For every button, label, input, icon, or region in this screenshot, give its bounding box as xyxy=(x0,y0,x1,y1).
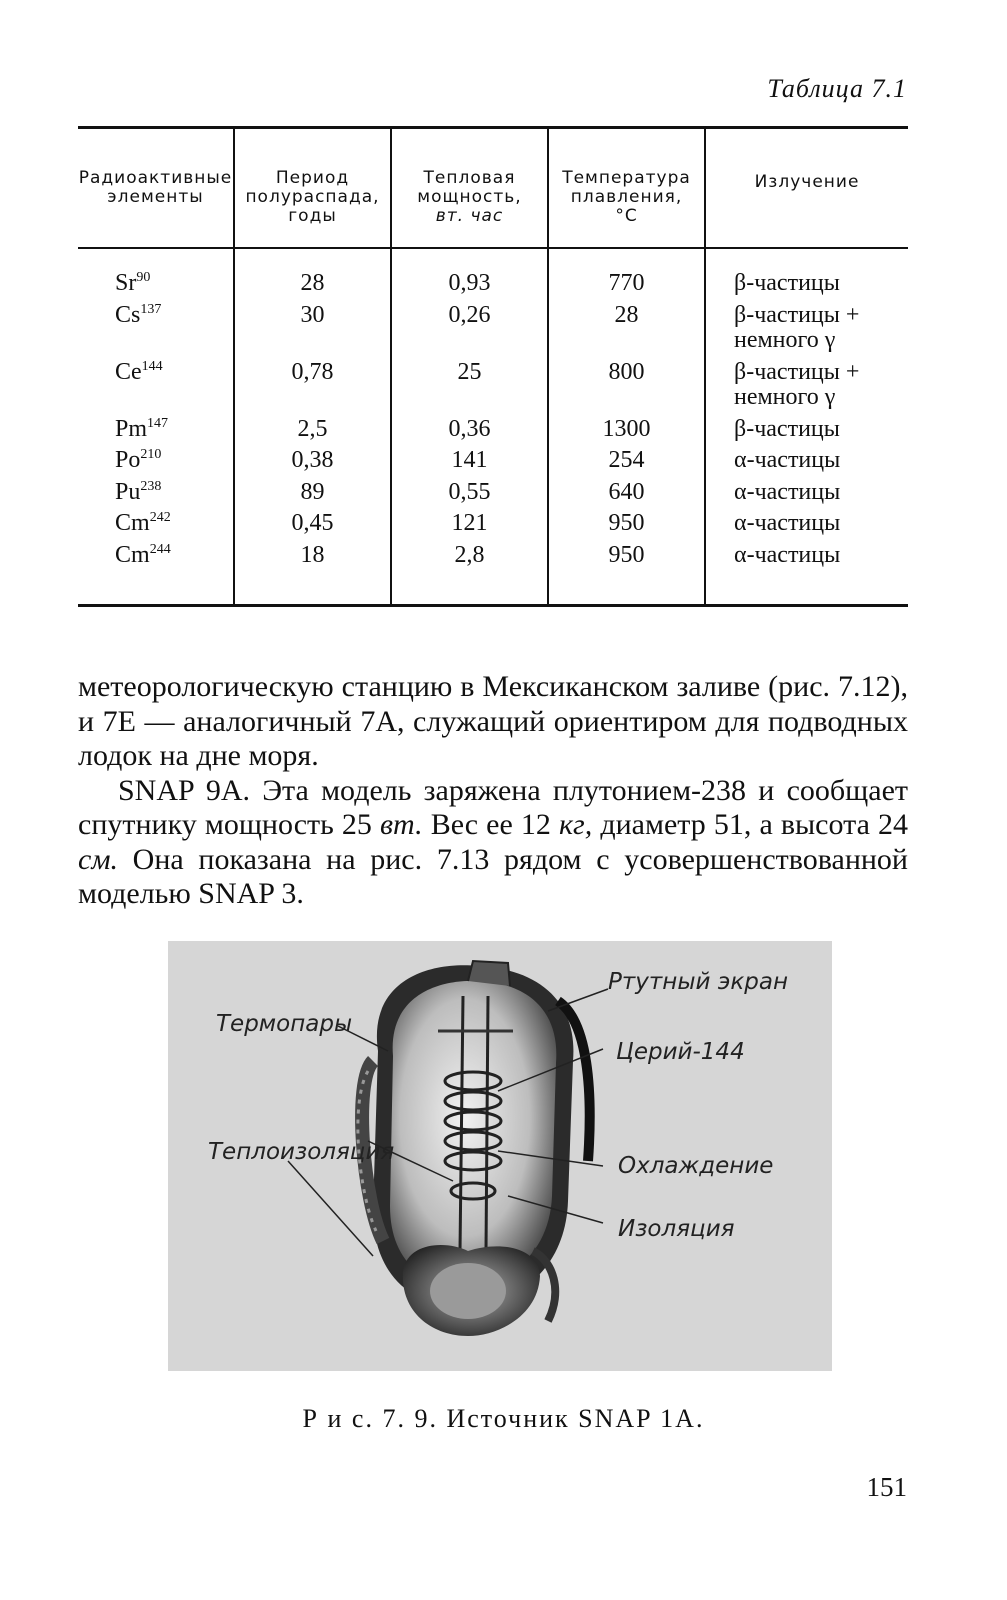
header-melting: Температура плавления, °С xyxy=(547,129,704,247)
column-radiation xyxy=(704,249,908,604)
header-half-life: Период полураспада, годы xyxy=(233,129,390,247)
cell-melting: 254 xyxy=(608,447,645,473)
paragraph-2: SNAP 9A. Эта модель заряжена плутонием-238 и сообщает спутнику мощность 25 вт. Вес ее 12 кг, диаметр 51, а высота 24 см. Она показана на рис. 7.13 рядом с усовершенствованной моделью SNAP 3. xyxy=(78,773,908,910)
column-melting xyxy=(547,249,704,604)
header-radiation: Излучение xyxy=(704,129,908,247)
element-symbol: Cm xyxy=(115,541,150,568)
cell-melting: 950 xyxy=(608,510,645,536)
cell-element xyxy=(78,268,233,300)
cell-half-life: 89 xyxy=(300,478,325,505)
body-text xyxy=(78,670,908,912)
cell-radiation: α-частицы xyxy=(734,510,841,536)
cell-power: 141 xyxy=(451,447,488,473)
cell-radiation: α-частицы xyxy=(734,478,841,505)
label-mercury-screen: Ртутный экран xyxy=(608,969,788,995)
cell-power: 2,8 xyxy=(454,541,485,568)
table-header xyxy=(78,129,908,247)
element-symbol: Pm xyxy=(115,415,148,442)
table-caption: Таблица 7.1 xyxy=(767,74,907,103)
cell-element xyxy=(78,508,233,540)
cell-half-life: 18 xyxy=(300,541,325,568)
cell-power: 25 xyxy=(457,358,482,385)
cell-melting: 950 xyxy=(608,541,645,568)
cell-radiation: α-частицы xyxy=(734,541,841,568)
mass-number: 137 xyxy=(140,301,162,317)
figure-illustration xyxy=(168,941,832,1371)
column-half-life xyxy=(233,249,390,604)
cell-half-life: 0,38 xyxy=(291,447,334,473)
cell-element xyxy=(78,540,233,572)
cell-element xyxy=(78,477,233,509)
column-element xyxy=(78,249,233,604)
cell-half-life: 30 xyxy=(300,301,325,328)
cell-power: 0,26 xyxy=(448,301,491,328)
cell-power: 0,36 xyxy=(448,415,491,442)
cell-melting: 770 xyxy=(608,270,645,296)
cell-melting: 28 xyxy=(614,301,639,328)
mass-number: 242 xyxy=(149,510,171,525)
data-table xyxy=(78,126,908,607)
cell-half-life: 2,5 xyxy=(297,415,328,442)
element-symbol: Po xyxy=(115,447,141,473)
mass-number: 144 xyxy=(141,358,163,374)
mass-number: 90 xyxy=(136,270,151,285)
mass-number: 244 xyxy=(149,541,171,557)
table-body xyxy=(78,249,908,604)
cell-radiation: β-частицы xyxy=(734,270,840,296)
cell-radiation: β-частицы xyxy=(734,415,840,442)
column-power xyxy=(390,249,547,604)
mass-number: 238 xyxy=(140,478,162,494)
figure-caption: Р и с. 7. 9. Источник SNAP 1A. xyxy=(302,1404,705,1433)
element-symbol: Cm xyxy=(115,510,150,536)
cell-radiation: β-частицы + немного γ xyxy=(734,358,860,410)
label-insulation: Изоляция xyxy=(618,1216,735,1242)
cell-radiation: β-частицы + немного γ xyxy=(734,301,860,353)
header-element: Радиоактивные элементы xyxy=(78,168,233,207)
paragraph-1: метеорологическую станцию в Мексиканском заливе (рис. 7.12), и 7Е — аналогичный 7А, служащий ориентиром для подводных лодок на дне моря. xyxy=(78,670,908,772)
mass-number: 147 xyxy=(147,415,169,431)
cell-power: 0,55 xyxy=(448,478,491,505)
header-power: Тепловая мощность, вт. час xyxy=(390,129,547,247)
cell-radiation: α-частицы xyxy=(734,447,841,473)
cell-element xyxy=(78,357,233,414)
label-cooling: Охлаждение xyxy=(618,1153,774,1179)
cell-power: 121 xyxy=(451,510,488,536)
figure-snap1a xyxy=(168,941,832,1371)
element-symbol: Ce xyxy=(115,358,142,385)
page-number: 151 xyxy=(866,1472,907,1502)
label-heat-insulation: Теплоизоляция xyxy=(208,1139,395,1165)
label-thermocouples: Термопары xyxy=(216,1011,353,1037)
table-bottom-rule xyxy=(78,604,908,607)
mass-number: 210 xyxy=(140,447,162,462)
cell-melting: 800 xyxy=(608,358,645,385)
cell-element xyxy=(78,414,233,446)
cell-melting: 1300 xyxy=(602,415,651,442)
cell-power: 0,93 xyxy=(448,270,491,296)
cell-half-life: 0,45 xyxy=(291,510,334,536)
element-symbol: Cs xyxy=(115,301,141,328)
cell-element xyxy=(78,445,233,477)
label-cerium: Церий-144 xyxy=(616,1039,745,1065)
cell-half-life: 28 xyxy=(300,270,325,296)
cell-element xyxy=(78,300,233,357)
cell-half-life: 0,78 xyxy=(291,358,334,385)
cell-melting: 640 xyxy=(608,478,645,505)
element-symbol: Pu xyxy=(115,478,141,505)
element-symbol: Sr xyxy=(115,270,137,296)
